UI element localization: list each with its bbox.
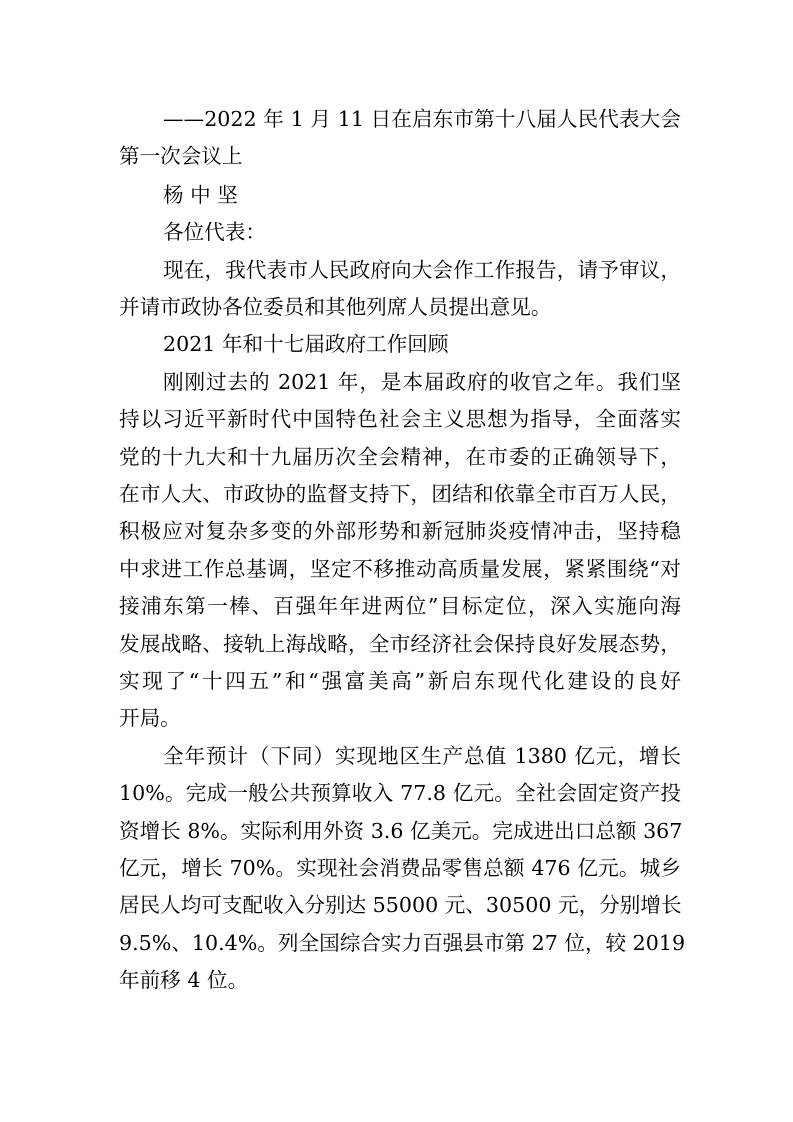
author-name: 杨 中 坚	[163, 183, 238, 207]
paragraph2-line-7: 年前移 4 位。	[119, 968, 249, 992]
paragraph2-line-1: 全年预计（下同）实现地区生产总值 1380 亿元，增长	[163, 744, 681, 768]
paragraph1-line-1: 刚刚过去的 2021 年，是本届政府的收官之年。我们坚	[163, 370, 681, 394]
paragraph2-line-4: 亿元，增长 70%。实现社会消费品零售总额 476 亿元。城乡	[119, 856, 681, 880]
paragraph1-line-8: 发展战略、接轨上海战略，全市经济社会保持良好发展态势，	[119, 632, 681, 656]
subtitle-line-2: 第一次会议上	[119, 144, 243, 168]
paragraph2-line-5: 居民人均可支配收入分别达 55000 元、30500 元，分别增长	[119, 893, 682, 917]
paragraph1-line-2: 持以习近平新时代中国特色社会主义思想为指导，全面落实	[119, 407, 681, 431]
paragraph2-line-6: 9.5%、10.4%。列全国综合实力百强县市第 27 位，较 2019	[119, 931, 686, 955]
intro-line-2: 并请市政协各位委员和其他列席人员提出意见。	[119, 295, 552, 319]
document-page	[119, 0, 686, 1122]
paragraph1-line-3: 党的十九大和十九届历次全会精神，在市委的正确领导下，	[119, 445, 681, 469]
intro-line-1: 现在，我代表市人民政府向大会作工作报告，请予审议，	[163, 258, 681, 282]
subtitle-line-1: ——2022 年 1 月 11 日在启东市第十八届人民代表大会	[163, 107, 681, 131]
paragraph1-line-4: 在市人大、市政协的监督支持下，团结和依靠全市百万人民，	[119, 482, 681, 506]
section-heading: 2021 年和十七届政府工作回顾	[163, 332, 449, 356]
salutation: 各位代表：	[163, 220, 266, 244]
paragraph1-line-10: 开局。	[119, 706, 181, 730]
paragraph1-line-7: 接浦东第一棒、百强年年进两位”目标定位，深入实施向海	[119, 594, 681, 618]
paragraph1-line-5: 积极应对复杂多变的外部形势和新冠肺炎疫情冲击，坚持稳	[119, 519, 681, 543]
paragraph2-line-2: 10%。完成一般公共预算收入 77.8 亿元。全社会固定资产投	[119, 781, 681, 805]
paragraph1-line-9: 实现了“十四五”和“强富美高”新启东现代化建设的良好	[119, 669, 681, 693]
paragraph1-line-6: 中求进工作总基调，坚定不移推动高质量发展，紧紧围绕“对	[119, 557, 681, 581]
paragraph2-line-3: 资增长 8%。实际利用外资 3.6 亿美元。完成进出口总额 367	[119, 819, 683, 843]
